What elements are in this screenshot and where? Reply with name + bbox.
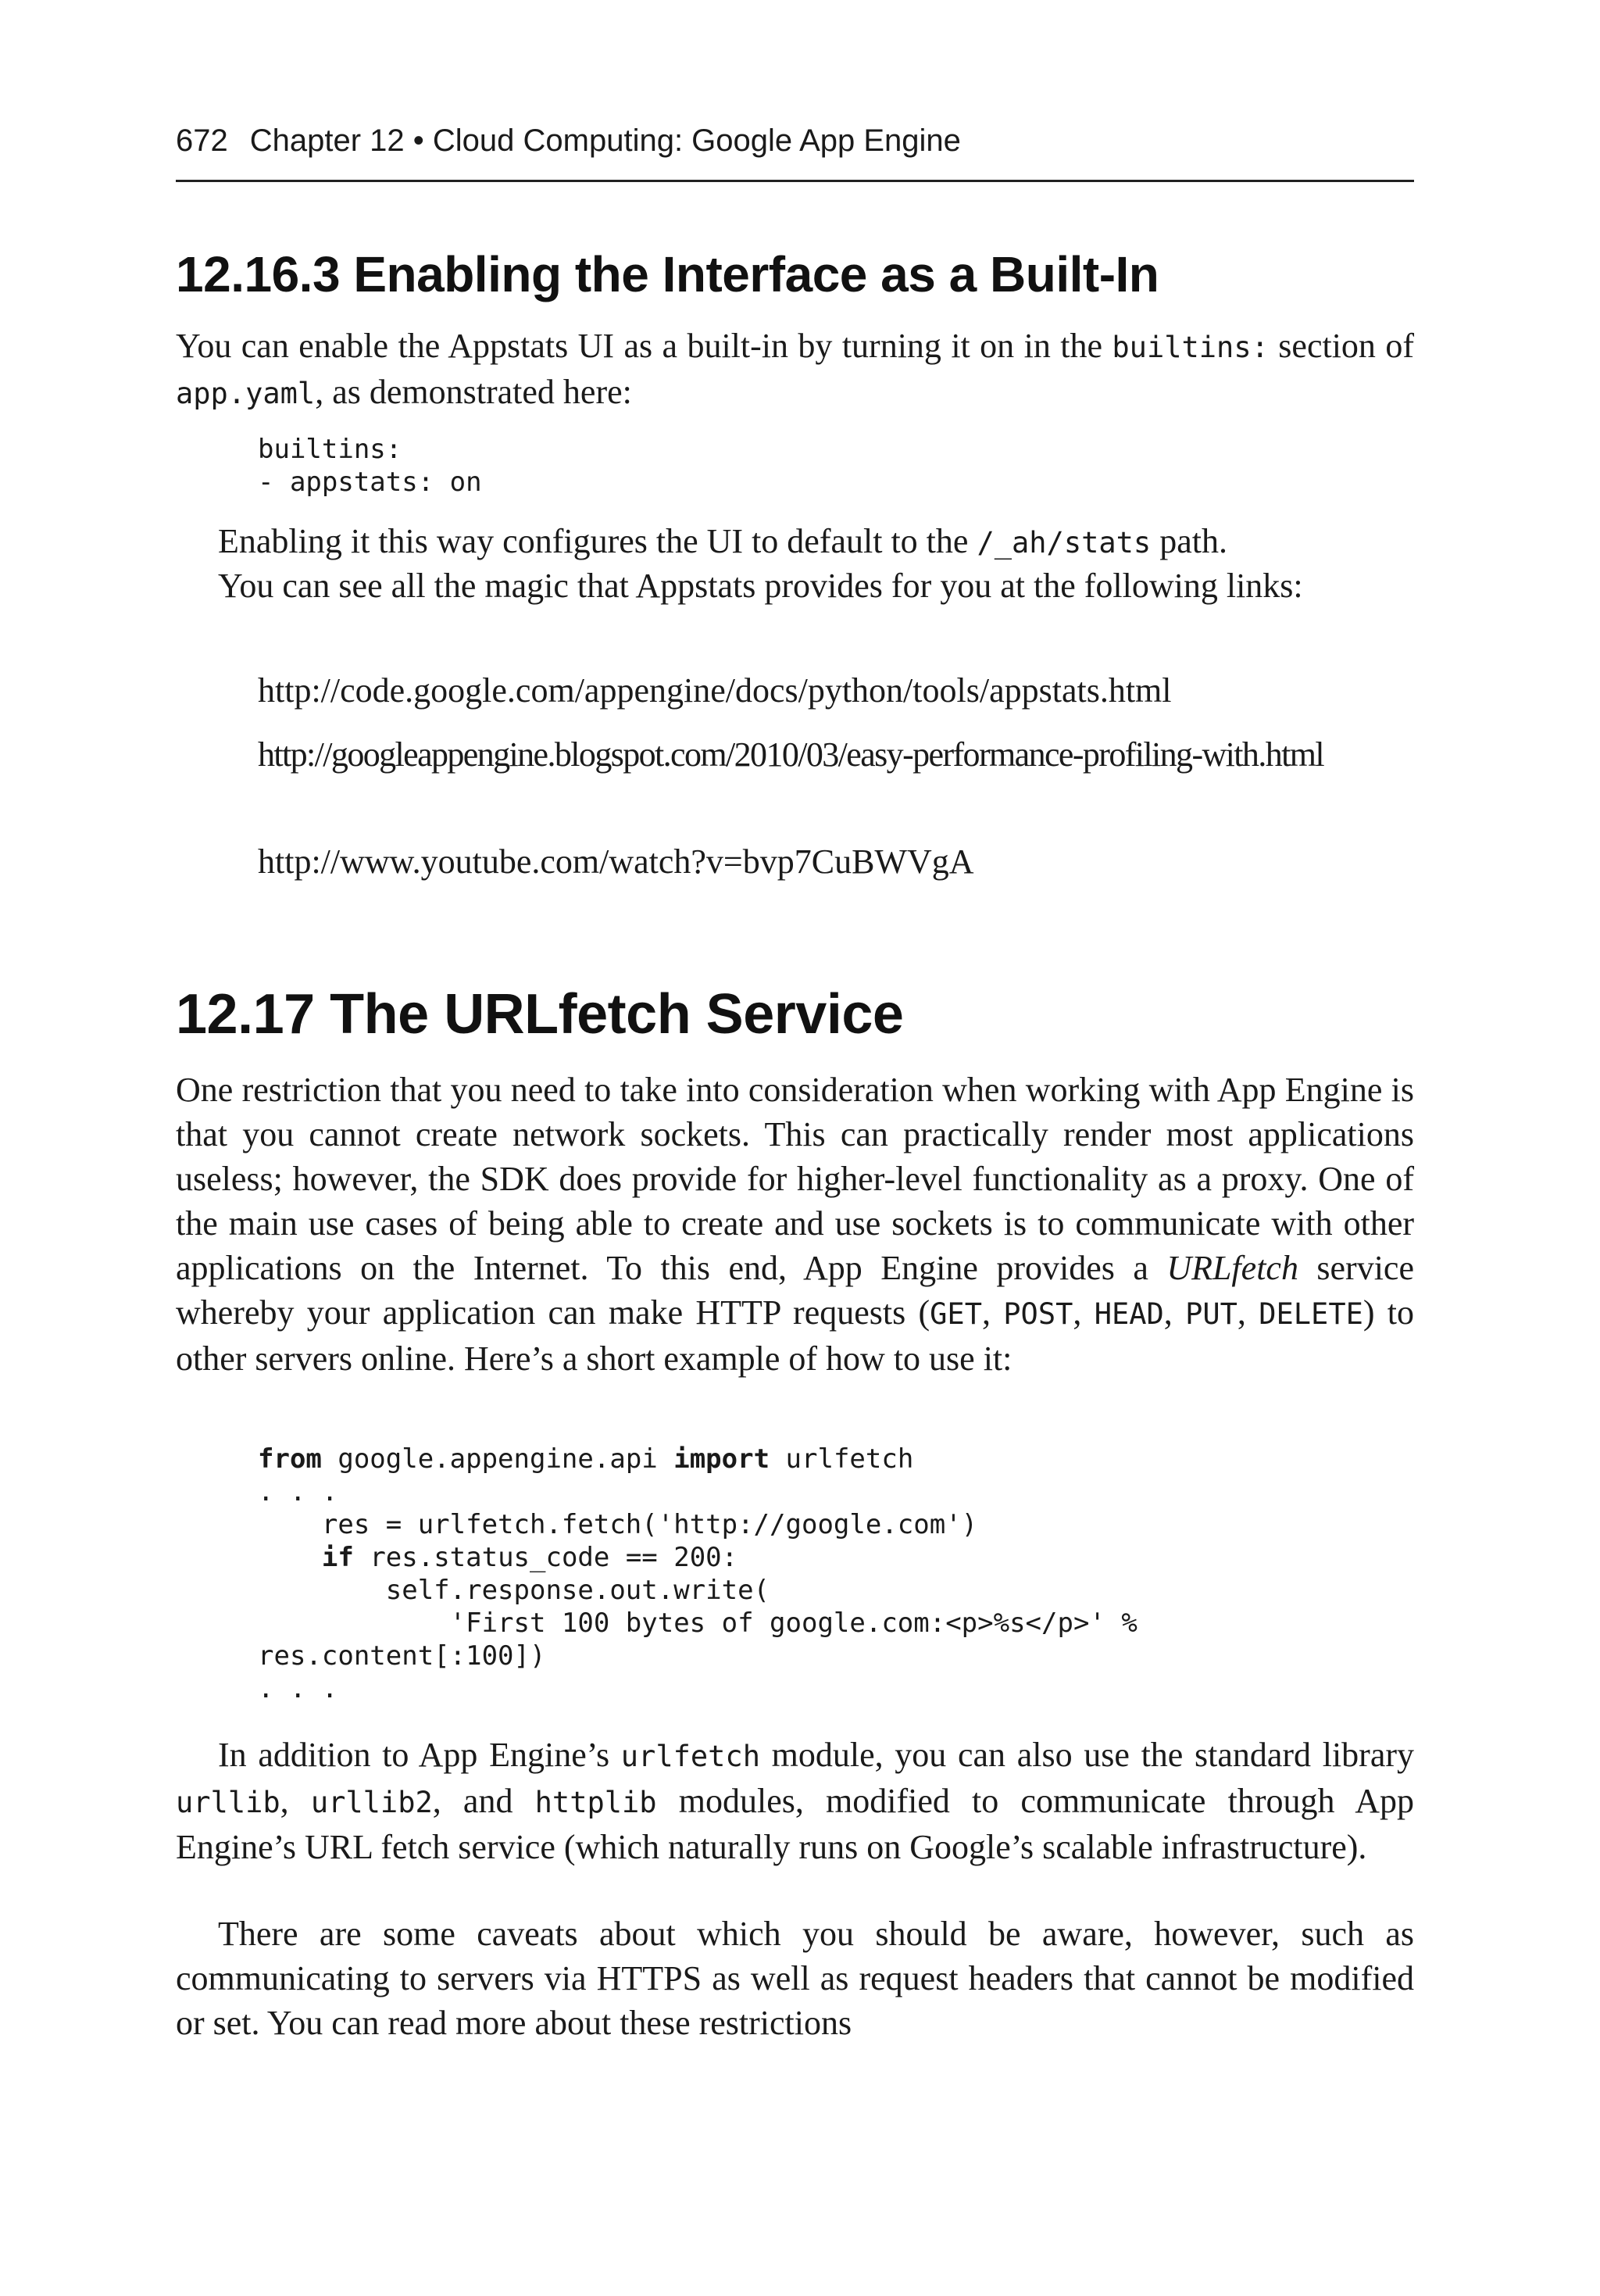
inline-code-stats-path: /_ah/stats [977,526,1152,560]
header-rule [176,180,1414,182]
code-line: builtins: [258,434,402,465]
paragraph-default-path: Enabling it this way configures the UI to default to the /_ah/stats path. [218,522,1227,560]
paragraph-urllib-modules: In addition to App Engine’s urlfetch module, you can also use the standard library urllib, urllib2, and httplib modules, modified to communicate through App Engine’s URL fetch service (which naturally runs on Google’s scalable infrastructure). [176,1736,1415,1866]
running-head [176,117,1414,164]
link-appstats-docs[interactable]: http://code.google.com/appengine/docs/python/tools/appstats.html [258,671,1172,710]
code-line: self.response.out.write( [258,1575,770,1606]
paragraph-caveats: There are some caveats about which you should be aware, however, such as communicating to servers via HTTPS as well as request headers that cannot be modified or set. You can read more about these restrictions [176,1915,1414,2042]
python-code-block [258,1443,1138,1705]
code-line: res = urlfetch.fetch('http://google.com') [258,1509,978,1540]
code-line: 'First 100 bytes of google.com:<p>%s</p>' % [258,1608,1138,1639]
code-line: - appstats: on [258,467,482,498]
urlfetch-intro-paragraph: One restriction that you need to take into consideration when working with App Engine is that you cannot create network sockets. This can practically render most applications useless; however, the SDK does provide for higher-level functionality as a proxy. One of the main use cases of being able to create and use sockets is to communicate with other applications on the Internet. To this end, App Engine provides a URLfetch service whereby your application can make HTTP requests (GET, POST, HEAD, PUT, DELETE) to other servers online. Here’s a short example of how to use it: [176,1071,1415,1378]
intro-paragraph: You can enable the Appstats UI as a built-in by turning it on in the builtins: section of app.yaml, as demonstrated here: [176,327,1414,411]
inline-code-app-yaml: app.yaml [176,377,316,410]
code-line: from google.appengine.api import urlfetch [258,1443,914,1475]
yaml-code-block [258,433,482,499]
code-line: . . . [258,1476,338,1507]
paragraph-links-intro: You can see all the magic that Appstats provides for you at the following links: [218,567,1303,605]
link-blogspot-profiling[interactable]: http://googleappengine.blogspot.com/2010/03/easy-performance-profiling-with.html [258,735,1324,774]
section-heading-12-16-3: 12.16.3 Enabling the Interface as a Built-In [176,246,1159,302]
page-number: 672 [176,123,228,158]
code-line: . . . [258,1673,338,1704]
link-youtube-video[interactable]: http://www.youtube.com/watch?v=bvp7CuBWVgA [258,842,974,881]
chapter-title: Chapter 12 • Cloud Computing: Google App Engine [249,123,961,158]
code-line: res.content[:100]) [258,1640,546,1672]
code-line: if res.status_code == 200: [321,1542,738,1573]
inline-code-builtins: builtins: [1112,331,1269,364]
emphasis-urlfetch: URLfetch [1166,1249,1298,1287]
section-heading-12-17: 12.17 The URLfetch Service [176,983,904,1046]
